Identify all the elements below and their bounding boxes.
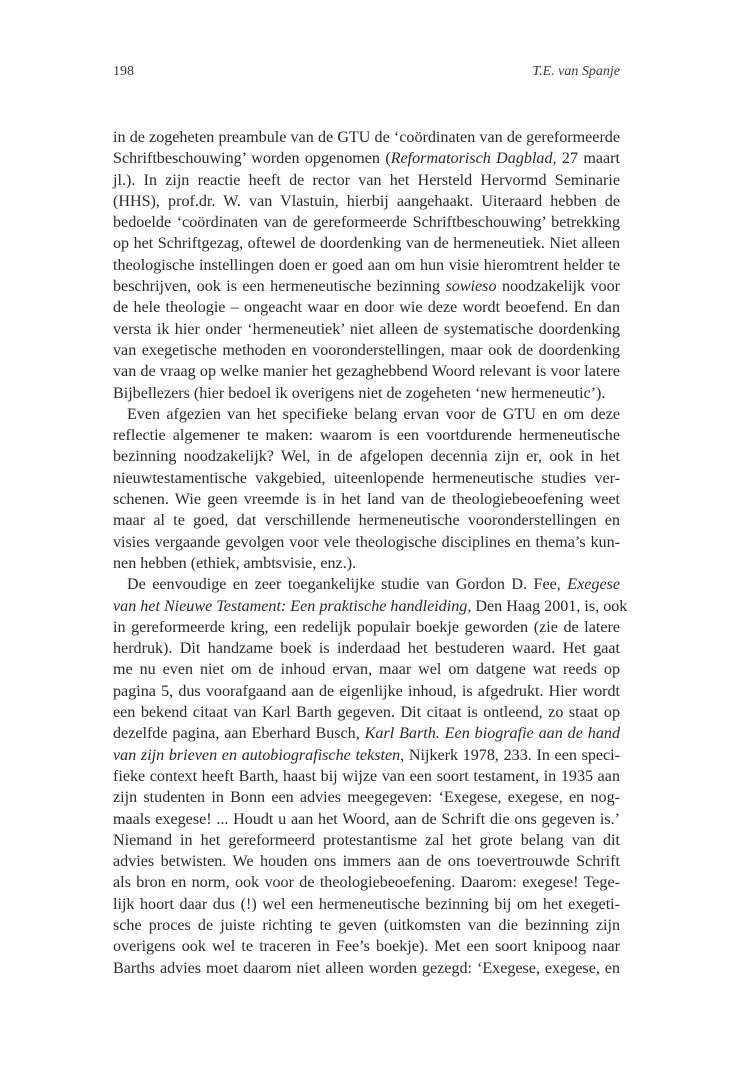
text-line: [113, 681, 620, 702]
text-line: [113, 212, 620, 233]
italic-text: van het Nieuwe Testament: Een praktische handleiding: [113, 597, 468, 615]
paragraph: [113, 127, 620, 404]
text-line: [113, 319, 620, 340]
text-line: [113, 766, 620, 787]
text-run: op het Schriftgezag, oftewel de doordenking van de hermeneutiek. Niet alleen: [113, 235, 620, 253]
text-run: schenen. Wie geen vreemde is in het land van de theologiebeoefening weet: [113, 491, 620, 509]
text-run: versta ik hier onder ‘hermeneutiek’ niet alleen de systematische doordenking: [113, 320, 620, 338]
text-run: Barths advies moet daarom niet alleen worden gezegd: ‘Exegese, exegese, en: [113, 959, 620, 977]
text-line: [113, 404, 620, 425]
running-head: T.E. van Spanje: [532, 64, 620, 79]
italic-text: van zijn brieven en autobiografische teksten: [113, 746, 401, 764]
text-line: [113, 617, 620, 638]
text-line: [113, 553, 620, 574]
text-line: [113, 170, 620, 191]
text-run: de hele theologie – ongeacht waar en door wie deze wordt beoefend. En dan: [113, 299, 620, 317]
paragraph: [113, 404, 620, 574]
text-line: [113, 191, 620, 212]
text-line: [113, 255, 620, 276]
text-line: [113, 809, 620, 830]
text-line: [113, 659, 620, 680]
text-run: van exegetische methoden en vooronderstellingen, maar ook de doordenking: [113, 341, 620, 359]
text-run: nen hebben (ethiek, ambtsvisie, enz.).: [113, 554, 357, 572]
text-run: jl.). In zijn reactie heeft de rector van het Hersteld Hervormd Seminarie: [113, 171, 620, 189]
text-line: [113, 148, 620, 169]
text-run: Niemand in het gereformeerd protestantisme zal het grote belang van dit: [113, 831, 620, 849]
text-run: maar al te goed, dat verschillende hermeneutische vooronderstellingen en: [113, 512, 620, 530]
text-run: Bijbellezers (hier bedoel ik overigens niet de zogeheten ‘new hermeneutic’).: [113, 384, 606, 402]
text-run: bezinning noodzakelijk? Wel, in de afgelopen decennia zijn er, ook in het: [113, 448, 620, 466]
text-line: [113, 723, 620, 744]
text-run: zijn studenten in Bonn een advies meegegeven: ‘Exegese, exegese, en nog-: [113, 789, 620, 807]
text-run: dezelfde pagina, aan Eberhard Busch,: [113, 725, 365, 743]
text-run: bedoelde ‘coördinaten van de gereformeerde Schriftbeschouwing’ betrekking: [113, 214, 620, 232]
text-run: pagina 5, dus voorafgaand aan de eigenlijke inhoud, is afgedrukt. Hier wordt: [113, 682, 620, 700]
italic-text: Exegese: [567, 576, 620, 594]
text-line: [113, 297, 620, 318]
text-run: Even afgezien van het specifieke belang ervan voor de GTU en om deze: [127, 405, 620, 423]
text-run: , 27 maart: [552, 150, 620, 168]
italic-text: Reformatorisch Dagblad: [390, 150, 553, 168]
text-line: [113, 446, 620, 467]
text-line: [113, 936, 620, 957]
text-run: theologische instellingen doen er goed aan om hun visie hieromtrent helder te: [113, 256, 620, 274]
text-run: fieke context heeft Barth, haast bij wijze van een soort testament, in 1935 aan: [113, 767, 620, 785]
text-line: [113, 468, 620, 489]
page-header: [113, 64, 620, 84]
text-run: van de vraag op welke manier het gezaghebbend Woord relevant is voor latere: [113, 363, 620, 381]
text-run: nieuwtestamentische vakgebied, uiteenlopende hermeneutische studies ver-: [113, 469, 620, 487]
text-line: [113, 233, 620, 254]
text-line: [113, 958, 620, 979]
text-run: reflectie algemener te maken: waarom is een voortdurende hermeneutische: [113, 427, 620, 445]
text-run: , Nijkerk 1978, 233. In een speci-: [400, 746, 620, 764]
text-line: [113, 745, 620, 766]
text-line: [113, 638, 620, 659]
text-run: lijk hoort daar dus (!) wel een hermeneutische bezinning bij om het exegeti-: [113, 895, 620, 913]
text-run: sche proces de juiste richting te geven (uitkomsten van die bezinning zijn: [113, 916, 620, 934]
text-run: me nu even niet om de inhoud ervan, maar wel om datgene wat reeds op: [113, 661, 620, 679]
text-run: in de zogeheten preambule van de GTU de ‘coördinaten van de gereformeerde: [113, 129, 620, 146]
text-run: visies vergaande gevolgen voor vele theologische disciplines en thema’s kun-: [113, 533, 620, 551]
text-run: in gereformeerde kring, een redelijk populair boekje geworden (zie de latere: [113, 618, 620, 636]
text-line: [113, 830, 620, 851]
text-run: De eenvoudige en zeer toegankelijke studie van Gordon D. Fee,: [127, 576, 568, 594]
text-line: [113, 787, 620, 808]
body-text: [113, 127, 628, 979]
text-line: [113, 489, 620, 510]
text-run: noodzakelijk voor: [496, 278, 621, 296]
text-line: [113, 276, 620, 297]
text-line: [113, 361, 620, 382]
italic-text: Karl Barth. Een biografie aan de hand: [364, 725, 620, 743]
text-line: [113, 510, 620, 531]
text-run: overigens ook wel te traceren in Fee’s boekje). Met een soort knipoog naar: [113, 938, 620, 956]
text-run: , Den Haag 2001, is, ook: [467, 597, 628, 615]
text-run: maals exegese! ... Houdt u aan het Woord, aan de Schrift die ons gegeven is.’: [113, 810, 620, 828]
text-line: [113, 425, 620, 446]
text-line: [113, 532, 620, 553]
text-line: [113, 702, 620, 723]
italic-text: sowieso: [445, 278, 497, 296]
text-run: (HHS), prof.dr. W. van Vlastuin, hierbij aangehaakt. Uiteraard hebben de: [113, 192, 620, 210]
text-line: [113, 596, 628, 617]
text-line: [113, 851, 620, 872]
text-run: beschrijven, ook is een hermeneutische bezinning: [113, 278, 446, 296]
text-line: [113, 872, 620, 893]
text-run: een bekend citaat van Karl Barth gegeven. Dit citaat is ontleend, zo staat op: [113, 704, 620, 722]
text-run: herdruk). Dit handzame boek is inderdaad het bestuderen waard. Het gaat: [113, 640, 620, 658]
page-number: 198: [113, 64, 134, 79]
text-line: [113, 127, 620, 148]
text-line: [113, 340, 620, 361]
text-line: [113, 574, 620, 595]
text-line: [113, 915, 620, 936]
text-run: advies betwisten. We houden ons immers aan de ons toevertrouwde Schrift: [113, 853, 620, 871]
text-line: [113, 894, 620, 915]
paragraph: [113, 574, 628, 979]
text-run: Schriftbeschouwing’ worden opgenomen (: [113, 150, 391, 168]
text-line: [113, 383, 620, 404]
text-run: als bron en norm, ook voor de theologiebeoefening. Daarom: exegese! Tege-: [113, 874, 620, 892]
